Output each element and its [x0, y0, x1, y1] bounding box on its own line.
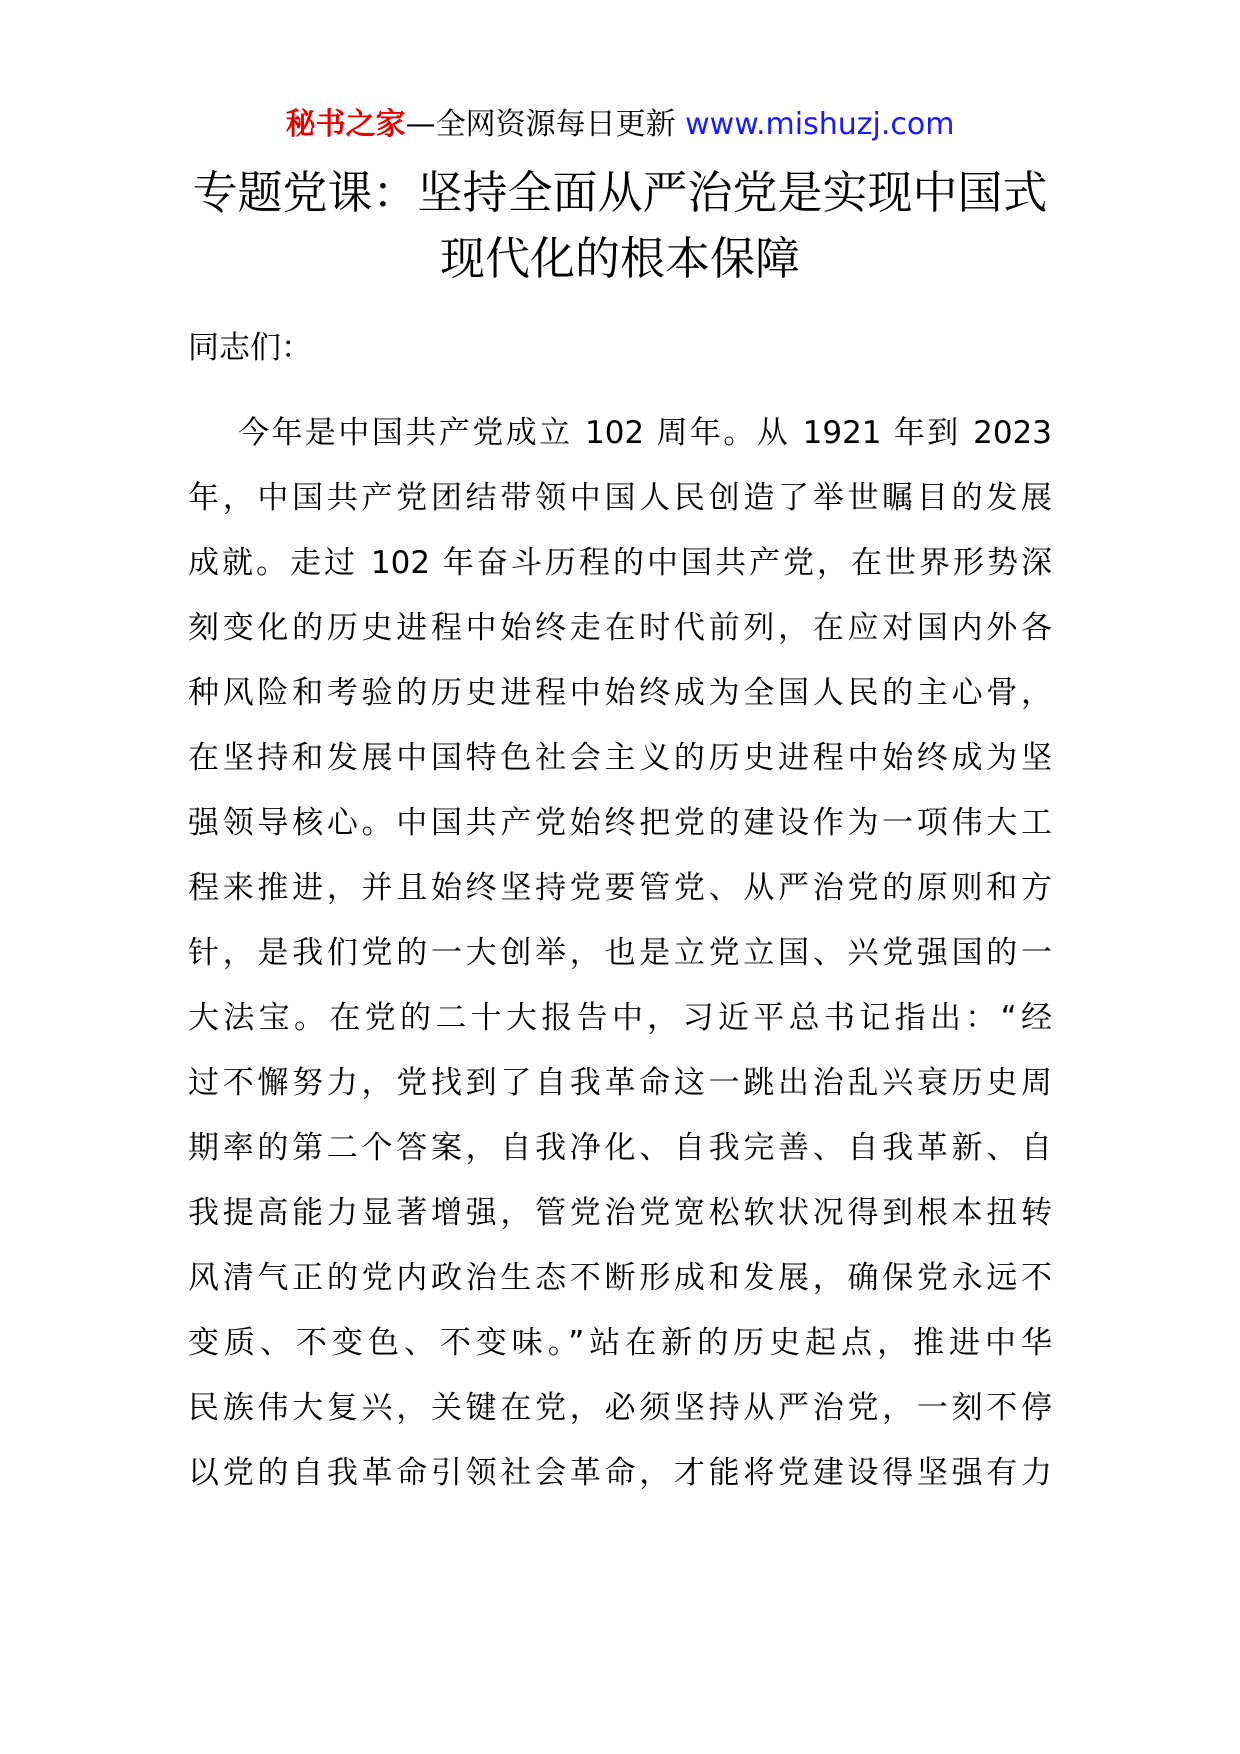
site-tagline: —全网资源每日更新 — [405, 107, 686, 142]
body-line: 期率的第二个答案，自我净化、自我完善、自我革新、自 — [188, 1130, 1052, 1166]
body-line: 变质、不变色、不变味。”站在新的历史起点，推进中华 — [188, 1325, 1052, 1361]
body-line: 今年是中国共产党成立 102 周年。从 1921 年到 2023 — [238, 415, 1052, 451]
body-line: 风清气正的党内政治生态不断形成和发展，确保党永远不 — [188, 1260, 1052, 1296]
document-title: 专题党课：坚持全面从严治党是实现中国式现代化的根本保障 — [192, 166, 1048, 285]
site-brand: 秘书之家 — [285, 107, 406, 142]
body-line: 成就。走过 102 年奋斗历程的中国共产党，在世界形势深 — [188, 545, 1052, 581]
site-url-link[interactable]: www.mishuzj.com — [685, 107, 955, 142]
body-line: 针，是我们党的一大创举，也是立党立国、兴党强国的一 — [188, 935, 1052, 971]
body-line: 强领导核心。中国共产党始终把党的建设作为一项伟大工 — [188, 805, 1052, 841]
body-line: 在坚持和发展中国特色社会主义的历史进程中始终成为坚 — [188, 740, 1052, 776]
body-line: 民族伟大复兴，关键在党，必须坚持从严治党，一刻不停 — [188, 1390, 1052, 1426]
body-line: 种风险和考验的历史进程中始终成为全国人民的主心骨， — [188, 675, 1052, 711]
body-line: 年，中国共产党团结带领中国人民创造了举世瞩目的发展 — [188, 480, 1052, 516]
salutation: 同志们： — [188, 330, 312, 366]
body-paragraph — [188, 401, 1052, 1506]
body-line: 程来推进，并且始终坚持党要管党、从严治党的原则和方 — [188, 870, 1052, 906]
body-line: 过不懈努力，党找到了自我革命这一跳出治乱兴衰历史周 — [188, 1065, 1052, 1101]
site-header — [0, 103, 1240, 147]
body-line: 我提高能力显著增强，管党治党宽松软状况得到根本扭转 — [188, 1195, 1052, 1231]
body-line: 大法宝。在党的二十大报告中，习近平总书记指出：“经 — [188, 1000, 1052, 1036]
body-line: 刻变化的历史进程中始终走在时代前列，在应对国内外各 — [188, 610, 1052, 646]
body-line: 以党的自我革命引领社会革命，才能将党建设得坚强有力 — [188, 1455, 1052, 1491]
